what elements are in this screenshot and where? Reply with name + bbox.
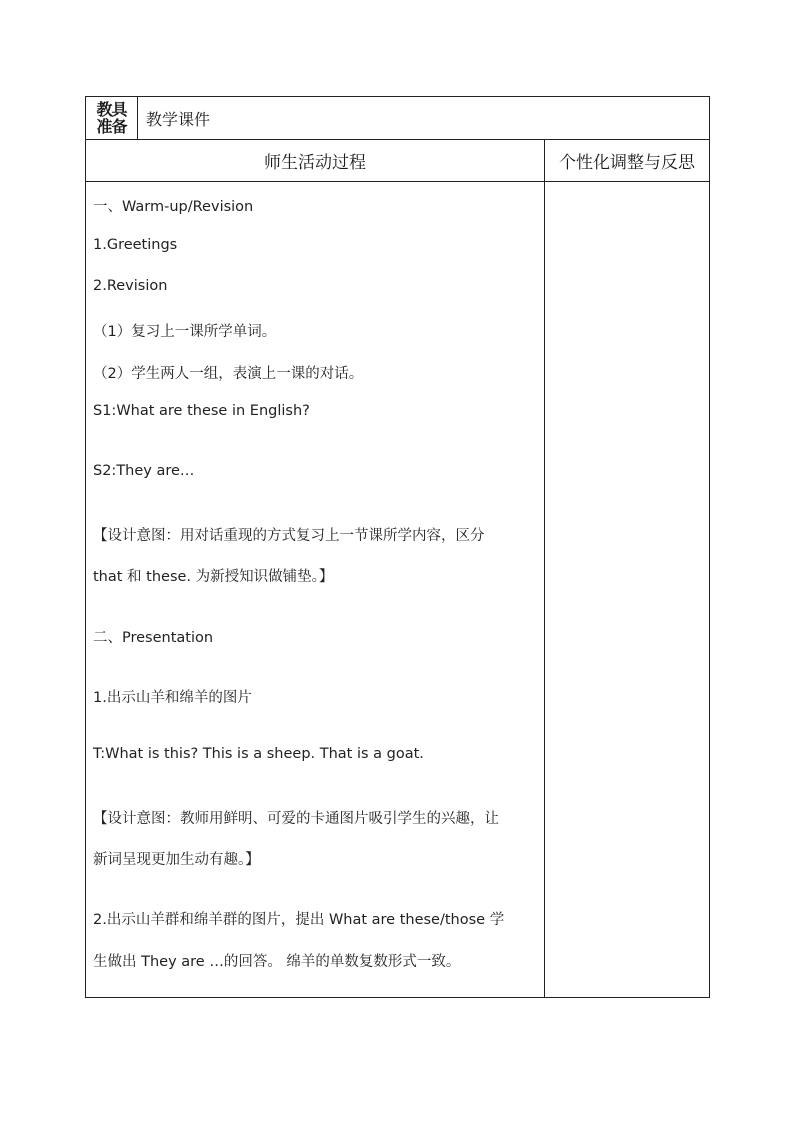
content-line: （2）学生两人一组，表演上一课的对话。 <box>93 366 364 382</box>
dialogue-line: S2:They are… <box>93 463 195 479</box>
teaching-aids-label <box>86 97 138 140</box>
teaching-aids-label-line1: 教具 <box>96 100 127 119</box>
teaching-aids-row <box>86 97 710 140</box>
content-line: 1.Greetings <box>93 237 178 253</box>
design-intent-note: 【设计意图：教师用鲜明、可爱的卡通图片吸引学生的兴趣，让 <box>93 811 499 827</box>
header-process: 师生活动过程 <box>86 140 545 182</box>
design-intent-note: 【设计意图：用对话重现的方式复习上一节课所学内容，区分 <box>93 528 485 544</box>
design-intent-note: 新词呈现更加生动有趣。】 <box>93 852 260 868</box>
content-line: 1.出示山羊和绵羊的图片 <box>93 690 252 706</box>
header-row <box>86 140 710 182</box>
section-warmup-heading: 一、Warm-up/Revision <box>93 199 254 215</box>
teaching-aids-label-line2: 准备 <box>96 117 127 136</box>
design-intent-note: that 和 these. 为新授知识做铺垫。】 <box>93 569 334 585</box>
content-line: 2.Revision <box>93 278 168 294</box>
teaching-aids-value: 教学课件 <box>138 97 710 140</box>
dialogue-line: T:What is this? This is a sheep. That is a goat. <box>93 746 424 762</box>
dialogue-line: S1:What are these in English? <box>93 403 310 419</box>
content-line: （1）复习上一课所学单词。 <box>93 324 277 340</box>
content-row <box>86 182 710 998</box>
lesson-plan-table <box>85 96 710 998</box>
content-line: 生做出 They are …的回答。 绵羊的单数复数形式一致。 <box>93 954 461 970</box>
section-presentation-heading: 二、Presentation <box>93 630 214 646</box>
content-line: 2.出示山羊群和绵羊群的图片，提出 What are these/those 学 <box>93 912 505 928</box>
activity-process-cell <box>86 182 545 998</box>
adjustment-reflection-cell <box>545 182 710 998</box>
header-adjustment: 个性化调整与反思 <box>545 140 710 182</box>
